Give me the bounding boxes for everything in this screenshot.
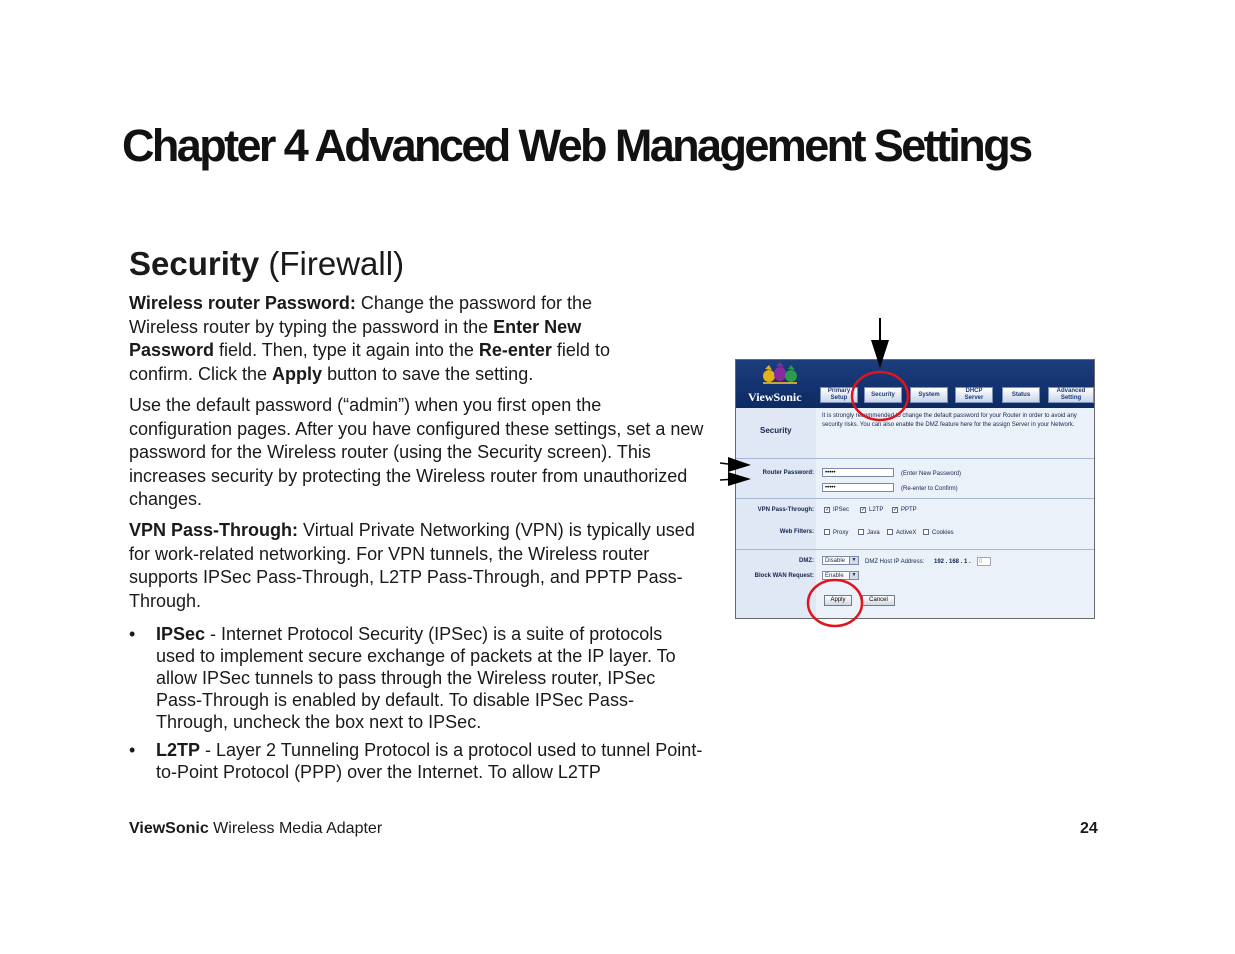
divider: [736, 549, 1094, 550]
term-vpn-pass-through: VPN Pass-Through:: [129, 520, 299, 540]
proxy-option-label: Proxy: [833, 530, 849, 536]
text: field. Then, type it again into the: [214, 340, 479, 360]
term-apply: Apply: [272, 363, 323, 384]
dmz-host-ip-label: DMZ Host IP Address:: [865, 559, 925, 565]
section-title-rest: (Firewall): [259, 245, 405, 282]
text: Wireless Media Adapter: [208, 820, 383, 837]
dmz-select[interactable]: [822, 556, 859, 565]
ipsec-checkbox[interactable]: ✓: [825, 507, 831, 513]
pptp-checkbox[interactable]: ✓: [893, 507, 899, 513]
bullet-dot: •: [129, 740, 136, 760]
term-re-enter: Re-enter: [478, 340, 552, 360]
cancel-button[interactable]: Cancel: [862, 595, 895, 606]
block-wan-request-label: Block WAN Request:: [754, 573, 814, 579]
tab-security[interactable]: Security: [864, 387, 902, 403]
divider: [736, 498, 1094, 499]
apply-button[interactable]: Apply: [824, 595, 852, 606]
bullet-dot: •: [129, 624, 136, 644]
activex-option-label: ActiveX: [896, 530, 917, 536]
router-section-label: Security: [760, 426, 792, 435]
router-password-label: Router Password:: [762, 470, 814, 476]
term-l2tp: L2TP: [156, 740, 201, 760]
arrow-shaft: [720, 479, 736, 480]
paragraph-default-password: Use the default password (“admin”) when you first open the configuration pages. After you have configured these settings, set a new password for the Wireless router (using the Security screen). This increases security by protecting the Wireless router from unauthorized changes.: [129, 395, 704, 509]
list-item-text: [156, 739, 704, 783]
chevron-down-icon: ▼: [849, 557, 858, 564]
tab-status[interactable]: Status: [1002, 387, 1040, 403]
dmz-ip-prefix: 192 . 168 . 1 .: [934, 559, 971, 565]
l2tp-option-label: L2TP: [869, 507, 884, 513]
dmz-label: DMZ:: [799, 558, 814, 564]
vpn-pass-through-label: VPN Pass-Through:: [757, 507, 814, 513]
tab-dhcp-server[interactable]: DHCP Server: [955, 387, 993, 403]
arrow-shaft: [720, 463, 736, 465]
java-option-label: Java: [867, 530, 880, 536]
list-item-text: [156, 623, 704, 733]
viewsonic-birds-logo-icon: [760, 362, 800, 386]
web-filters-label: Web Filters:: [779, 529, 814, 535]
dmz-ip-last-octet-input[interactable]: 0: [977, 557, 991, 566]
term-ipsec: IPSec: [156, 624, 206, 644]
section-heading: [129, 245, 404, 283]
section-title-bold: Security: [129, 245, 260, 282]
pptp-option-label: PPTP: [901, 507, 917, 513]
proxy-checkbox[interactable]: [824, 529, 830, 535]
re-enter-password-hint: (Re-enter to Confirm): [901, 486, 958, 492]
enter-new-password-field[interactable]: •••••: [822, 468, 894, 477]
tab-advanced-setting[interactable]: Advanced Setting: [1048, 387, 1094, 403]
cookies-option-label: Cookies: [932, 530, 954, 536]
term-enter-new-password: Enter New Password: [129, 316, 582, 360]
text: field to confirm. Click the: [129, 340, 610, 384]
router-intro-text: It is strongly recommended to change the default password for your Router in order to avoid any security risks. You can also enable the DMZ feature here for the assign Server in your Network.: [822, 413, 1077, 428]
block-wan-select-value: Enable: [825, 573, 844, 579]
l2tp-checkbox[interactable]: ✓: [861, 507, 867, 513]
footer-brand: ViewSonic: [129, 820, 209, 837]
router-left-column: [736, 408, 816, 618]
cookies-checkbox[interactable]: [923, 529, 929, 535]
activex-checkbox[interactable]: [887, 529, 893, 535]
text: Virtual Private Networking (VPN) is typically used for work-related networking. For VPN tunnels, the Wireless router supports IPSec Pass-Through, L2TP Pass-Through, and PPTP Pass-Through.: [129, 520, 695, 611]
re-enter-password-field[interactable]: •••••: [822, 483, 894, 492]
java-checkbox[interactable]: [858, 529, 864, 535]
chevron-down-icon: ▼: [849, 572, 858, 579]
term-router-password: Wireless router Password:: [129, 293, 356, 313]
page-number: 24: [1080, 820, 1098, 837]
tab-primary-setup[interactable]: Primary Setup: [820, 387, 858, 403]
chapter-title: Chapter 4 Advanced Web Management Settings: [122, 120, 1031, 171]
router-security-screenshot: [735, 359, 1095, 619]
tab-system[interactable]: System: [910, 387, 948, 403]
dmz-select-value: Disable: [825, 558, 846, 564]
paragraph-password: [129, 292, 639, 386]
divider: [736, 458, 1094, 459]
router-logo-text: ViewSonic: [748, 390, 802, 404]
text: - Layer 2 Tunneling Protocol is a protocol used to tunnel Point-to-Point Protocol (PPP) over the Internet. To allow L2TP: [156, 740, 703, 782]
block-wan-request-select[interactable]: [822, 571, 859, 580]
ipsec-option-label: IPSec: [833, 507, 850, 513]
text: button to save the setting.: [322, 363, 534, 384]
text: Change the password for the Wireless router by typing the password in the: [129, 293, 593, 337]
footer-product: [129, 820, 382, 838]
paragraph-vpn: [129, 519, 699, 613]
text: - Internet Protocol Security (IPSec) is a suite of protocols used to implement secure exchange of packets at the IP layer. To allow IPSec tunnels to pass through the Wireless router, IPSec Pass-Through is enabled by default. To disable IPSec Pass-Through, uncheck the box next to IPSec.: [156, 624, 676, 732]
enter-new-password-hint: (Enter New Password): [901, 471, 962, 477]
